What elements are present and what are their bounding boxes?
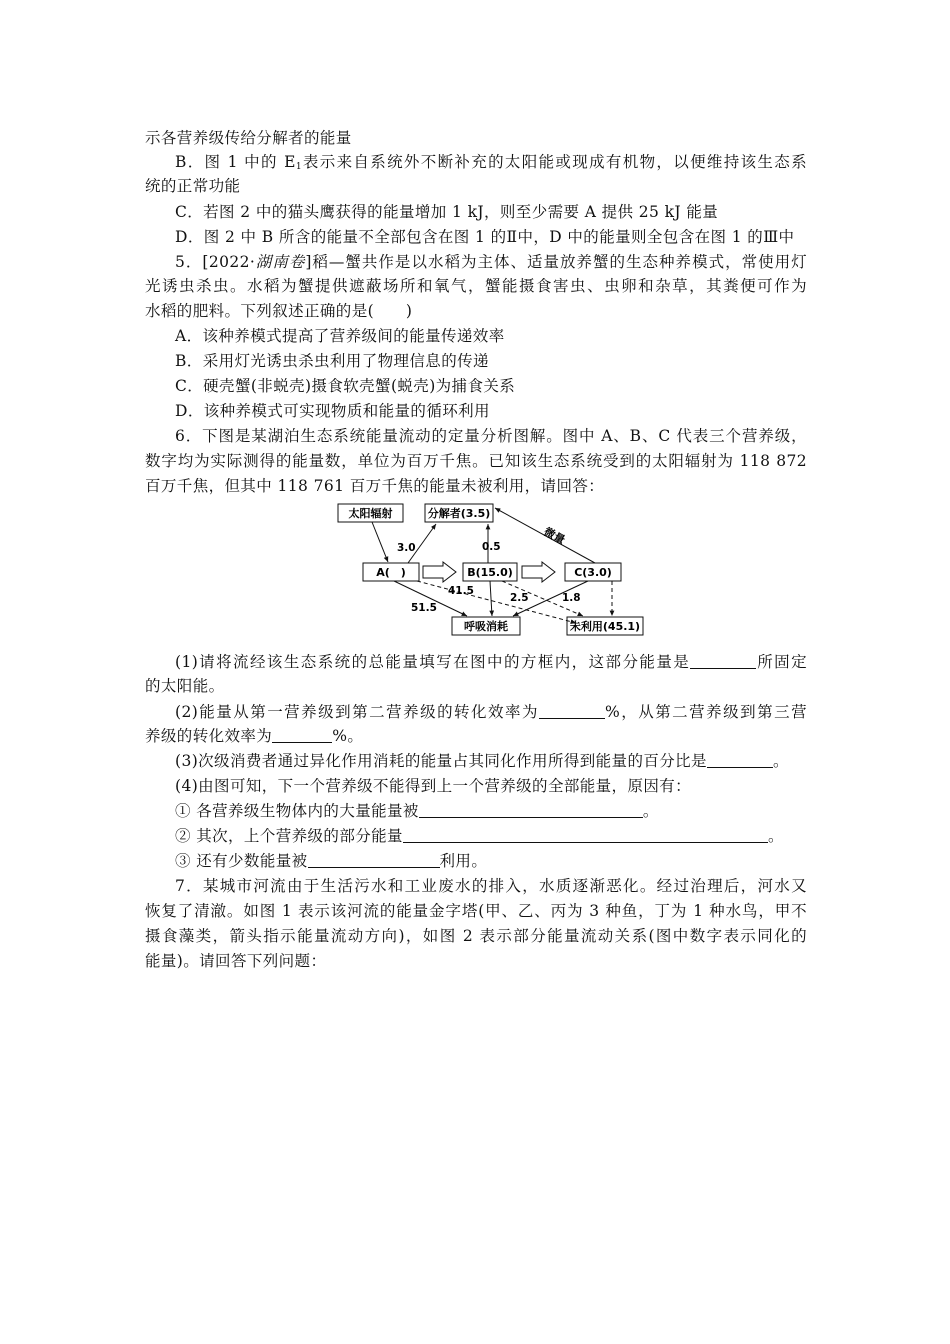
flow-arrow-a-b bbox=[423, 562, 456, 582]
text-line: 数字均为实际测得的能量数，单位为百万千焦。已知该生态系统受到的太阳辐射为 118 872 bbox=[145, 452, 807, 470]
value-label: 51.5 bbox=[411, 602, 437, 614]
answer-blank[interactable] bbox=[403, 826, 768, 843]
svg-text:C(3.0): C(3.0) bbox=[574, 566, 612, 579]
question-5-stem: 5．[2022·湖南卷]稻—蟹共作是以水稻为主体、适量放养蟹的生态种养模式，常使用灯 bbox=[175, 253, 808, 271]
sun-to-a-arrow bbox=[372, 522, 388, 562]
option-b: B．图 1 中的 $E_1$表示来自系统外不断补充的太阳能或现成有机物，以便维持该生态系 bbox=[175, 153, 807, 172]
unused-box bbox=[567, 617, 643, 635]
text-line: 统的正常功能 bbox=[145, 177, 241, 195]
value-label: 2.5 bbox=[510, 592, 529, 604]
reason-3: ③ 还有少数能量被 利用。 bbox=[175, 852, 488, 870]
value-label: 3.0 bbox=[397, 542, 416, 554]
option-c: C．硬壳蟹(非蜕壳)摄食软壳蟹(蜕壳)为捕食关系 bbox=[175, 377, 516, 395]
question-6-stem: 6．下图是某湖泊生态系统能量流动的定量分析图解。图中 A、B、C 代表三个营养级， bbox=[175, 427, 807, 445]
svg-text:呼吸消耗: 呼吸消耗 bbox=[464, 620, 508, 633]
trace-label: 微量 bbox=[541, 525, 568, 547]
svg-text:分解者(3.5): 分解者(3.5) bbox=[427, 507, 491, 520]
level-c-box bbox=[565, 563, 621, 581]
energy-flow-diagram bbox=[330, 500, 660, 640]
sun-box bbox=[338, 504, 403, 522]
answer-blank[interactable] bbox=[419, 801, 643, 818]
option-c: C．若图 2 中的猫头鹰获得的能量增加 1 kJ，则至少需要 A 提供 25 kJ 能量 bbox=[175, 203, 719, 221]
answer-blank[interactable] bbox=[308, 851, 440, 868]
level-a-box bbox=[363, 563, 419, 581]
sub-question-1: (1)请将流经该生态系统的总能量填写在图中的方框内，这部分能量是 所固定 bbox=[175, 653, 807, 671]
value-label: 1.8 bbox=[562, 592, 581, 604]
text-line: 示各营养级传给分解者的能量 bbox=[145, 129, 352, 147]
text-line: 光诱虫杀虫。水稻为蟹提供遮蔽场所和氧气，蟹能摄食害虫、虫卵和杂草，其粪便可作为 bbox=[145, 277, 807, 295]
decomposer-box bbox=[425, 504, 493, 522]
question-7-stem: 7．某城市河流由于生活污水和工业废水的排入，水质逐渐恶化。经过治理后，河水又 bbox=[175, 877, 807, 895]
respiration-box bbox=[452, 617, 520, 635]
sub-question-3: (3)次级消费者通过异化作用消耗的能量占其同化作用所得到能量的百分比是 。 bbox=[175, 752, 789, 770]
answer-blank[interactable] bbox=[539, 702, 605, 719]
reason-1: ① 各营养级生物体内的大量能量被 。 bbox=[175, 802, 659, 820]
svg-text:B(15.0): B(15.0) bbox=[467, 566, 513, 579]
answer-blank[interactable] bbox=[690, 652, 756, 669]
option-d: D．该种养模式可实现物质和能量的循环利用 bbox=[175, 402, 490, 420]
svg-text:太阳辐射: 太阳辐射 bbox=[348, 507, 393, 520]
option-b: B．采用灯光诱虫杀虫利用了物理信息的传递 bbox=[175, 352, 489, 370]
svg-text:A( ): A( ) bbox=[376, 566, 406, 579]
b-to-respiration-arrow bbox=[490, 581, 492, 616]
flow-arrow-b-c bbox=[522, 562, 555, 582]
sub-question-2: (2)能量从第一营养级到第二营养级的转化效率为 %，从第二营养级到第三营 bbox=[175, 703, 807, 721]
value-label: 41.5 bbox=[448, 585, 474, 597]
text-line: 能量)。请回答下列问题： bbox=[145, 952, 327, 970]
answer-blank[interactable] bbox=[272, 726, 332, 743]
text-line: 恢复了清澈。如图 1 表示该河流的能量金字塔(甲、乙、丙为 3 种鱼，丁为 1 种水鸟，甲不 bbox=[145, 902, 807, 920]
option-a: A．该种养模式提高了营养级间的能量传递效率 bbox=[175, 327, 505, 345]
text-line: 养级的转化效率为 %。 bbox=[145, 727, 364, 745]
text-line: 摄食藻类，箭头指示能量流动方向)，如图 2 表示部分能量流动关系(图中数字表示同化的 bbox=[145, 927, 807, 945]
text-line: 水稻的肥料。下列叙述正确的是( ) bbox=[145, 302, 413, 320]
svg-text:未利用(45.1): 未利用(45.1) bbox=[569, 620, 641, 633]
option-d: D．图 2 中 B 所含的能量不全部包含在图 1 的Ⅱ中，D 中的能量则全包含在图 1 的Ⅲ中 bbox=[175, 228, 795, 246]
text-line: 百万千焦，但其中 118 761 百万千焦的能量未被利用，请回答： bbox=[145, 477, 605, 495]
reason-2: ② 其次，上个营养级的部分能量 。 bbox=[175, 827, 784, 845]
value-label: 0.5 bbox=[482, 541, 501, 553]
sub-question-4: (4)由图可知，下一个营养级不能得到上一个营养级的全部能量，原因有： bbox=[175, 777, 692, 795]
text-line: 的太阳能。 bbox=[145, 677, 225, 695]
level-b-box bbox=[463, 563, 517, 581]
answer-blank[interactable] bbox=[707, 751, 773, 768]
